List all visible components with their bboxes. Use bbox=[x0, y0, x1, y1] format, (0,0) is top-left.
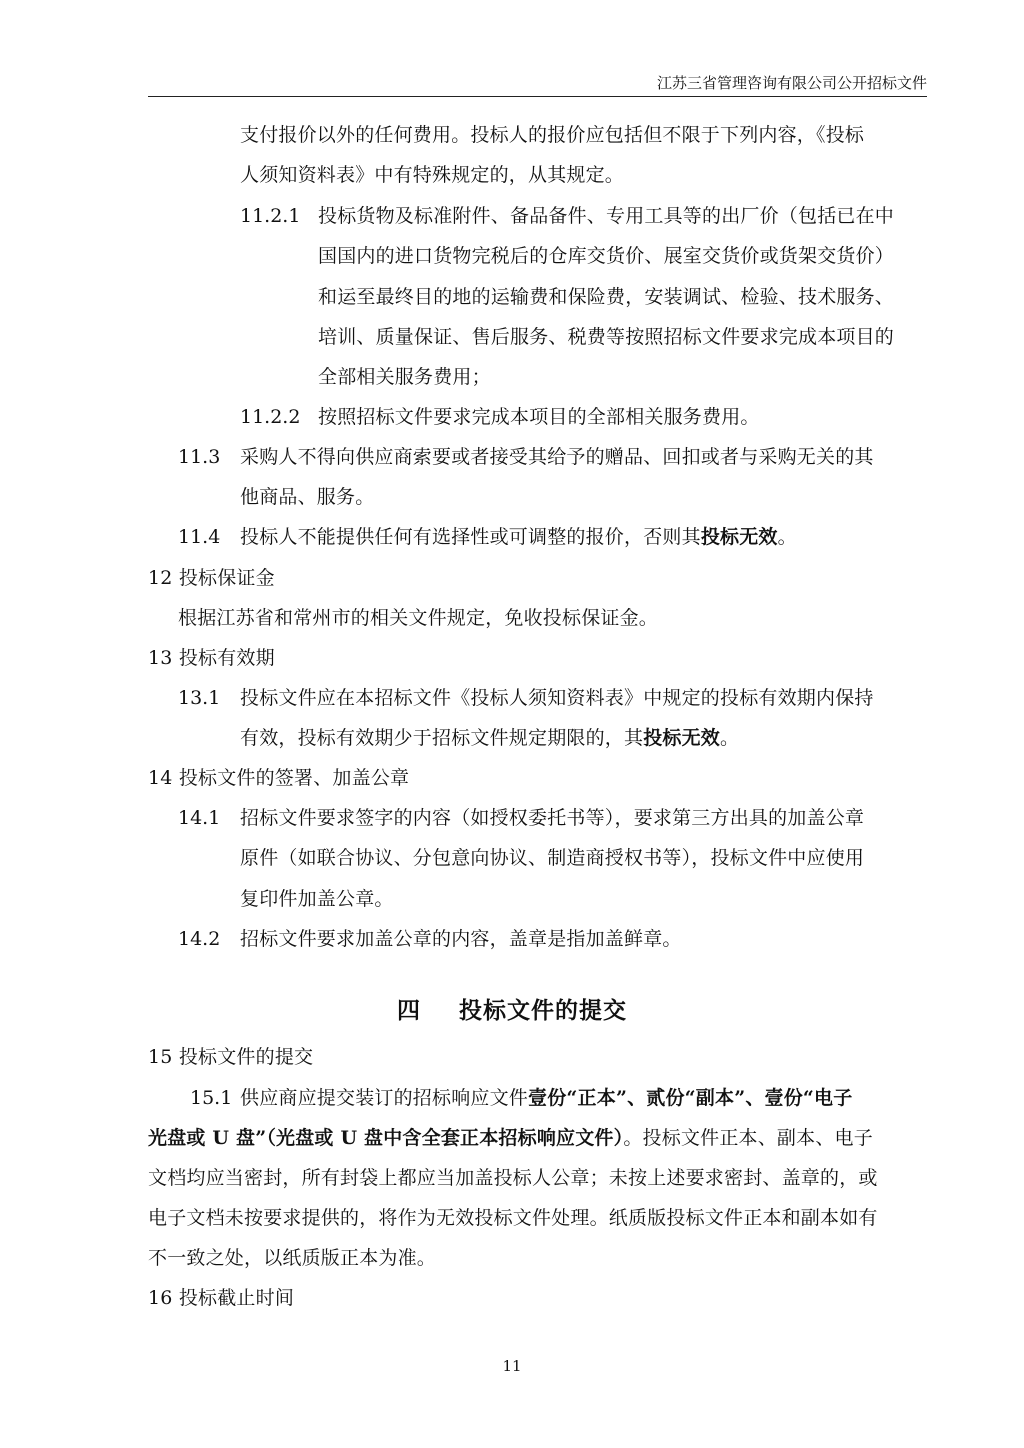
text-line: 采购人不得向供应商索要或者接受其给予的赠品、回扣或者与采购无关的其 bbox=[240, 446, 874, 468]
text-line: 他商品、服务。 bbox=[240, 486, 375, 508]
clause-number: 15.1 bbox=[190, 1087, 233, 1109]
clause-number: 11.2.2 bbox=[240, 406, 301, 428]
emphasis: 投标无效 bbox=[643, 727, 721, 749]
text-line: 复印件加盖公章。 bbox=[240, 888, 394, 910]
emphasis: 光盘或 U 盘”（光盘或 U 盘中含全套正本招标响应文件） bbox=[148, 1127, 624, 1149]
text-line: 根据江苏省和常州市的相关文件规定，免收投标保证金。 bbox=[178, 607, 659, 629]
section-heading: 12 投标保证金 bbox=[148, 567, 275, 589]
text-line: 电子文档未按要求提供的，将作为无效投标文件处理。纸质版投标文件正本和副本如有 bbox=[148, 1207, 878, 1229]
text-line: 培训、质量保证、售后服务、税费等按照招标文件要求完成本项目的 bbox=[318, 326, 895, 348]
chapter-heading bbox=[0, 996, 1024, 1026]
text-line: 投标货物及标准附件、备品备件、专用工具等的出厂价（包括已在中 bbox=[318, 205, 895, 227]
text-line: 和运至最终目的地的运输费和保险费，安装调试、检验、技术服务、 bbox=[318, 286, 895, 308]
page-header bbox=[148, 74, 927, 97]
text-line: 文档均应当密封，所有封袋上都应当加盖投标人公章；未按上述要求密封、盖章的，或 bbox=[148, 1167, 878, 1189]
clause-number: 14.2 bbox=[178, 928, 221, 950]
text-line: 供应商应提交装订的招标响应文件壹份“正本”、贰份“副本”、壹份“电子 bbox=[240, 1087, 853, 1109]
text-line: 支付报价以外的任何费用。投标人的报价应包括但不限于下列内容，《投标 bbox=[240, 124, 865, 146]
clause-number: 11.3 bbox=[178, 446, 221, 468]
emphasis: 投标无效 bbox=[700, 526, 778, 548]
text-line: 招标文件要求加盖公章的内容，盖章是指加盖鲜章。 bbox=[240, 928, 682, 950]
text-line: 光盘或 U 盘”（光盘或 U 盘中含全套正本招标响应文件）。投标文件正本、副本、电子 bbox=[148, 1127, 873, 1149]
text-line: 全部相关服务费用； bbox=[318, 366, 491, 388]
text-line: 投标文件应在本招标文件《投标人须知资料表》中规定的投标有效期内保持 bbox=[240, 687, 874, 709]
text-line: 不一致之处，以纸质版正本为准。 bbox=[148, 1247, 437, 1269]
chapter-title: 投标文件的提交 bbox=[459, 997, 627, 1024]
page-number: 11 bbox=[502, 1357, 522, 1375]
section-heading: 16 投标截止时间 bbox=[148, 1287, 295, 1309]
section-heading: 14 投标文件的签署、加盖公章 bbox=[148, 767, 410, 789]
text-line: 按照招标文件要求完成本项目的全部相关服务费用。 bbox=[318, 406, 760, 428]
text-line: 人须知资料表》中有特殊规定的，从其规定。 bbox=[240, 164, 625, 186]
clause-number: 11.2.1 bbox=[240, 205, 301, 227]
text-line: 有效，投标有效期少于招标文件规定期限的，其投标无效。 bbox=[240, 727, 740, 749]
emphasis: 壹份“正本”、贰份“副本”、壹份“电子 bbox=[528, 1087, 853, 1109]
header-title: 江苏三省管理咨询有限公司公开招标文件 bbox=[656, 74, 927, 92]
section-heading: 13 投标有效期 bbox=[148, 647, 275, 669]
text-line: 国国内的进口货物完税后的仓库交货价、展室交货价或货架交货价） bbox=[318, 245, 895, 267]
section-heading: 15 投标文件的提交 bbox=[148, 1046, 314, 1068]
text-line: 招标文件要求签字的内容（如授权委托书等），要求第三方出具的加盖公章 bbox=[240, 807, 865, 829]
text-line: 原件（如联合协议、分包意向协议、制造商授权书等），投标文件中应使用 bbox=[240, 847, 865, 869]
text-line: 投标人不能提供任何有选择性或可调整的报价，否则其投标无效。 bbox=[240, 526, 797, 548]
clause-number: 13.1 bbox=[178, 687, 221, 709]
clause-number: 11.4 bbox=[178, 526, 221, 548]
chapter-number: 四 bbox=[397, 997, 421, 1024]
clause-number: 14.1 bbox=[178, 807, 221, 829]
